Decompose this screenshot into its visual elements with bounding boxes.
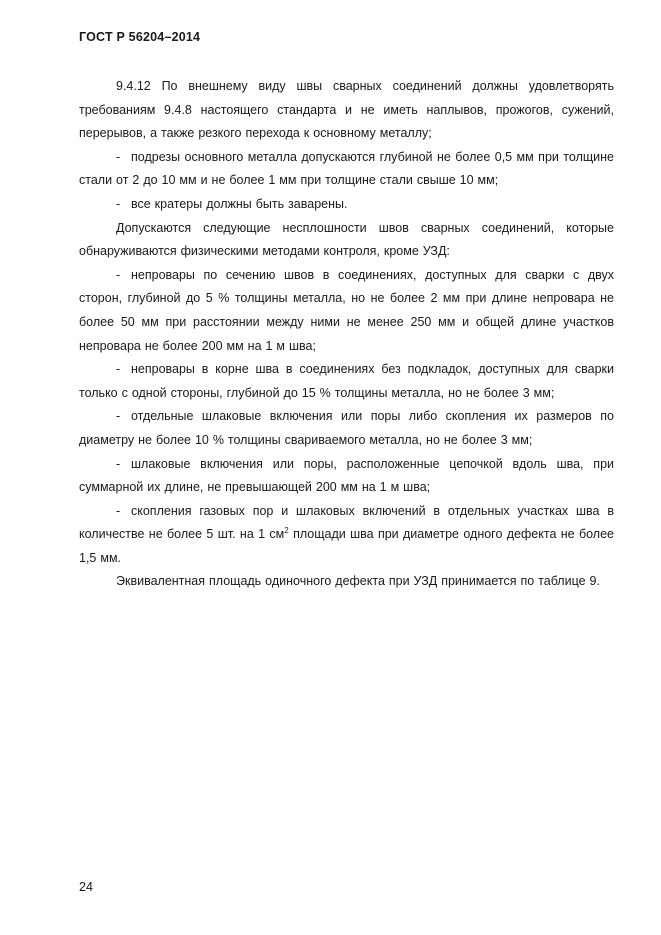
list-dash: - [116,456,121,471]
list-item-lack-of-penetration-root [79,358,614,405]
list-item-text: непровары по сечению швов в соединениях, доступных для сварки с двух сторон, глубиной до 5 % толщины металла, но не более 2 мм при длине непровара не более 50 мм при расстоянии между ними не менее 250 мм и общей длине участков непровара не более 200 мм на 1 м шва; [79,267,614,353]
list-item-undercuts [79,146,614,193]
list-dash: - [116,503,121,518]
list-item-slag-inclusions [79,405,614,452]
list-dash: - [116,362,121,377]
list-dash: - [116,267,121,282]
list-item-text: подрезы основного металла допускаются глубиной не более 0,5 мм при толщине стали от 2 до 10 мм и не более 1 мм при толщине стали свыше 10 мм; [79,149,614,188]
list-item-pore-clusters [79,500,614,571]
list-dash: - [116,149,121,164]
list-item-craters [79,193,614,217]
list-item-text: все кратеры должны быть заварены. [131,196,348,211]
list-item-text-cont: площади шва при диаметре одного дефекта не более 1,5 мм. [79,527,614,565]
superscript: 2 [284,526,289,536]
list-dash: - [116,196,121,211]
list-item-text: непровары в корне шва в соединениях без подкладок, доступных для сварки только с одной стороны, глубиной до 15 % толщины металла, но не более 3 мм; [79,362,614,400]
list-item-chain-inclusions [79,453,614,500]
document-body [79,75,614,594]
document-header: ГОСТ Р 56204–2014 [79,30,201,44]
page-number: 24 [79,880,93,894]
paragraph-9-4-12: 9.4.12 По внешнему виду швы сварных соединений должны удовлетворять требованиям 9.4.8 настоящего стандарта и не иметь наплывов, прожогов, сужений, перерывов, а также резкого перехода к основному металлу; [79,79,614,141]
list-item-lack-of-penetration-section [79,264,614,358]
list-item-text: шлаковые включения или поры, расположенные цепочкой вдоль шва, при суммарной их длине, не превышающей 200 мм на 1 м шва; [79,456,614,495]
paragraph-equivalent-area: Эквивалентная площадь одиночного дефекта при УЗД принимается по таблице 9. [116,574,600,589]
list-item-text: отдельные шлаковые включения или поры либо скопления их размеров по диаметру не более 10 % толщины свариваемого металла, но не более 3 мм; [79,409,614,447]
paragraph-discontinuities: Допускаются следующие несплошности швов сварных соединений, которые обнаруживаются физическими методами контроля, кроме УЗД: [79,220,614,259]
list-item-text: скопления газовых пор и шлаковых включений в отдельных участках шва в количестве не более 5 шт. на 1 см [79,503,614,542]
list-dash: - [116,409,121,424]
